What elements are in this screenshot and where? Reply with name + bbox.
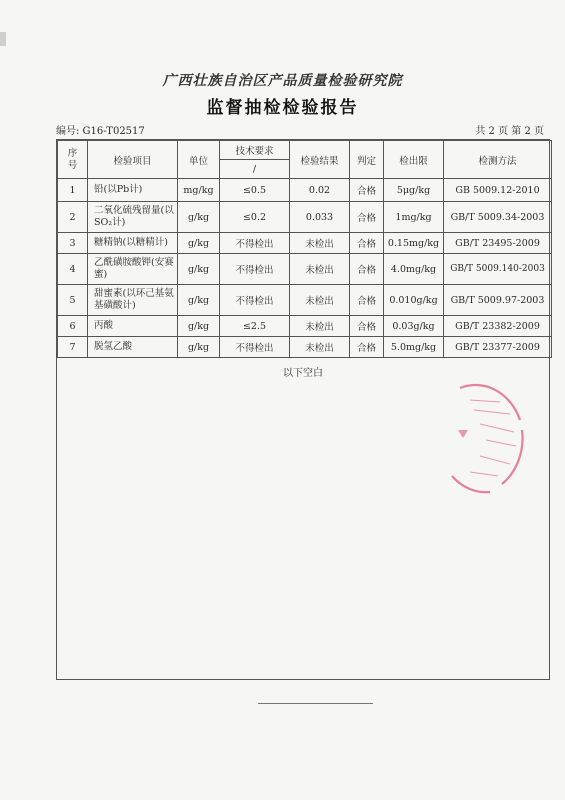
institute-name: 广西壮族自治区产品质量检验研究院	[162, 73, 403, 89]
header-seq	[58, 141, 88, 179]
cell-unit: g/kg	[178, 337, 220, 358]
cell-requirement: ≤0.5	[220, 179, 290, 202]
cell-judgment: 合格	[350, 254, 384, 285]
cell-method: GB 5009.12-2010	[444, 179, 552, 202]
header-seq-label: 序号	[67, 147, 78, 171]
cell-no: 3	[58, 233, 88, 254]
cell-no: 7	[58, 337, 88, 358]
cell-limit: 0.03g/kg	[384, 316, 444, 337]
table-row	[58, 285, 552, 316]
cell-result: 未检出	[290, 254, 350, 285]
cell-requirement: 不得检出	[220, 254, 290, 285]
cell-result: 未检出	[290, 233, 350, 254]
cell-result: 未检出	[290, 285, 350, 316]
cell-method: GB/T 23382-2009	[444, 316, 552, 337]
cell-requirement: ≤0.2	[220, 202, 290, 233]
header-result: 检验结果	[290, 141, 350, 179]
cell-unit: g/kg	[178, 254, 220, 285]
cell-judgment: 合格	[350, 316, 384, 337]
cell-result: 未检出	[290, 316, 350, 337]
cell-unit: g/kg	[178, 316, 220, 337]
cell-unit: g/kg	[178, 233, 220, 254]
cell-no: 2	[58, 202, 88, 233]
report-title: 监督抽检检验报告	[206, 98, 359, 118]
cell-no: 6	[58, 316, 88, 337]
cell-method: GB/T 5009.34-2003	[444, 202, 552, 233]
cell-no: 1	[58, 179, 88, 202]
cell-item: 乙酰磺胺酸钾(安赛蜜)	[88, 254, 178, 285]
table-header-row	[58, 141, 552, 160]
cell-limit: 0.15mg/kg	[384, 233, 444, 254]
table-row	[58, 179, 552, 202]
header-method: 检测方法	[444, 141, 552, 179]
cell-judgment: 合格	[350, 285, 384, 316]
header-requirement: 技术要求	[220, 141, 290, 160]
table-row	[58, 316, 552, 337]
cell-limit: 4.0mg/kg	[384, 254, 444, 285]
header-item: 检验项目	[88, 141, 178, 179]
cell-result: 0.033	[290, 202, 350, 233]
cell-method: GB/T 5009.140-2003	[444, 254, 552, 285]
table-row	[58, 254, 552, 285]
report-meta	[56, 122, 544, 137]
cell-limit: 5μg/kg	[384, 179, 444, 202]
report-number: 编号: G16-T02517	[56, 126, 145, 137]
cell-limit: 5.0mg/kg	[384, 337, 444, 358]
cell-no: 5	[58, 285, 88, 316]
cell-limit: 0.010g/kg	[384, 285, 444, 316]
cell-requirement: ≤2.5	[220, 316, 290, 337]
table-row	[58, 233, 552, 254]
cell-judgment: 合格	[350, 233, 384, 254]
cell-judgment: 合格	[350, 202, 384, 233]
cell-item: 糖精钠(以糖精计)	[88, 233, 178, 254]
cell-requirement: 不得检出	[220, 285, 290, 316]
header-unit: 单位	[178, 141, 220, 179]
cell-no: 4	[58, 254, 88, 285]
cell-judgment: 合格	[350, 179, 384, 202]
cell-requirement: 不得检出	[220, 233, 290, 254]
cell-unit: mg/kg	[178, 179, 220, 202]
cell-item: 二氧化硫残留量(以SO₂计)	[88, 202, 178, 233]
header-limit: 检出限	[384, 141, 444, 179]
header-requirement-sub: /	[220, 160, 290, 179]
table-row	[58, 337, 552, 358]
cell-method: GB/T 23377-2009	[444, 337, 552, 358]
official-seal-stamp	[440, 380, 530, 498]
cell-result: 0.02	[290, 179, 350, 202]
cell-unit: g/kg	[178, 285, 220, 316]
header-judgment: 判定	[350, 141, 384, 179]
cell-unit: g/kg	[178, 202, 220, 233]
cell-limit: 1mg/kg	[384, 202, 444, 233]
blank-below-note: 以下空白	[283, 368, 323, 379]
cell-judgment: 合格	[350, 337, 384, 358]
page-count: 共 2 页 第 2 页	[475, 126, 544, 137]
cell-item: 丙酸	[88, 316, 178, 337]
footer-rule	[258, 703, 373, 704]
cell-item: 甜蜜素(以环己基氨基磺酸计)	[88, 285, 178, 316]
cell-method: GB/T 23495-2009	[444, 233, 552, 254]
results-table	[57, 140, 552, 358]
cell-requirement: 不得检出	[220, 337, 290, 358]
scan-edge-mark	[0, 32, 6, 46]
cell-method: GB/T 5009.97-2003	[444, 285, 552, 316]
cell-item: 脱氢乙酸	[88, 337, 178, 358]
table-row	[58, 202, 552, 233]
cell-item: 铅(以Pb计)	[88, 179, 178, 202]
cell-result: 未检出	[290, 337, 350, 358]
